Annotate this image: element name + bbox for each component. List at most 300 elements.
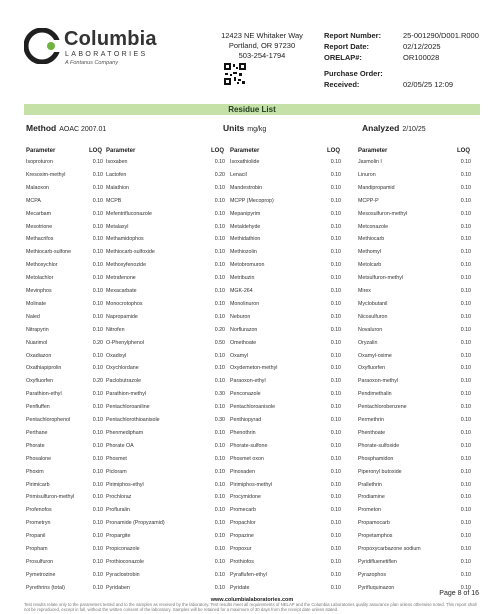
parameter-cell: Prothiofos (230, 558, 254, 565)
parameter-cell: Phenmedipham (106, 429, 144, 436)
parameter-cell: Pronamide (Propyzamid) (106, 520, 165, 527)
parameter-cell: Isoxaben (106, 159, 128, 165)
loq-cell: 0.10 (214, 455, 225, 462)
parameter-cell: Phosphamidon (358, 455, 394, 462)
loq-cell: 0.10 (92, 300, 103, 307)
loq-cell: 0.10 (460, 429, 471, 436)
parameter-cell: Metsulfuron-methyl (358, 275, 404, 282)
parameter-cell: Paraoxon-methyl (358, 378, 399, 385)
loq-cell: 0.10 (460, 236, 471, 243)
loq-cell: 0.10 (92, 236, 103, 243)
loq-cell: 0.10 (330, 313, 341, 320)
parameter-cell: Pyraclostrobin (106, 571, 140, 578)
loq-cell: 0.10 (330, 275, 341, 282)
parameter-cell: Lactofen (106, 171, 127, 178)
parameter-cell: Propachlor (230, 520, 256, 527)
loq-cell: 0.10 (460, 184, 471, 191)
parameter-cell: O-Phenylphenol (106, 339, 144, 346)
parameter-cell: Omethoate (230, 339, 257, 346)
loq-cell: 0.20 (92, 339, 103, 346)
parameter-cell: Perthane (26, 429, 48, 436)
parameter-cell: Pentachloroaniline (106, 404, 150, 411)
loq-cell: 0.10 (460, 275, 471, 282)
loq-cell: 0.10 (214, 288, 225, 294)
parameter-cell: Isoproturon (26, 159, 53, 165)
loq-cell: 0.10 (214, 365, 225, 372)
parameter-cell: Oxadixyl (106, 352, 127, 359)
units-field (223, 123, 266, 133)
units-value: mg/kg (247, 126, 267, 133)
loq-cell: 0.10 (214, 249, 225, 256)
loq-cell: 0.10 (330, 481, 341, 488)
orelap-value: OR100028 (403, 53, 440, 62)
loq-cell: 0.10 (92, 184, 103, 191)
parameter-cell: Pyrethrins (total) (26, 584, 65, 591)
parameter-cell: Pentachlorothioanisole (106, 417, 160, 423)
parameter-cell: Oxathiapiprolin (26, 365, 62, 372)
loq-cell: 0.10 (460, 571, 471, 578)
parameter-cell: Penconazole (230, 391, 261, 398)
loq-cell: 0.10 (92, 210, 103, 217)
loq-cell: 0.10 (460, 468, 471, 475)
parameter-cell: Oxyfluorfen (358, 365, 386, 372)
loq-cell: 0.10 (460, 197, 471, 204)
parameter-cell: Propazine (230, 533, 254, 540)
parameter-cell: Jasmolin I (358, 159, 382, 165)
parameter-cell: Nitrofen (106, 326, 125, 333)
loq-cell: 0.10 (460, 326, 471, 333)
loq-cell: 0.30 (214, 391, 225, 398)
parameter-cell: Phoxim (26, 468, 44, 475)
loq-cell: 0.10 (330, 300, 341, 307)
loq-cell: 0.10 (460, 520, 471, 527)
parameter-cell: Linuron (358, 171, 376, 178)
parameter-cell: Methidathion (230, 236, 261, 243)
loq-cell: 0.10 (460, 391, 471, 398)
loq-cell: 0.10 (460, 558, 471, 565)
parameter-cell: Metalaxyl (106, 223, 129, 230)
parameter-cell: Paclobutrazole (106, 378, 142, 385)
lab-address (200, 31, 324, 61)
parameter-cell: Methamidophos (106, 236, 144, 243)
parameter-cell: Prothioconazole (106, 558, 144, 565)
parameter-cell: Picloram (106, 468, 127, 475)
report-number-value: 25-001290/D001.R000 (403, 31, 479, 40)
company-tagline: A Fontanus Company (65, 60, 118, 66)
loq-cell: 0.10 (330, 442, 341, 449)
loq-cell: 0.10 (92, 455, 103, 462)
loq-cell: 0.10 (330, 455, 341, 462)
loq-cell: 0.10 (92, 262, 103, 269)
loq-cell: 0.10 (214, 533, 225, 540)
loq-cell: 0.10 (460, 249, 471, 256)
loq-cell: 0.10 (330, 184, 341, 191)
loq-cell: 0.10 (92, 507, 103, 514)
loq-cell: 0.10 (214, 442, 225, 449)
loq-cell: 0.10 (330, 339, 341, 346)
loq-cell: 0.10 (214, 262, 225, 269)
loq-cell: 0.10 (92, 417, 103, 423)
parameter-cell: Mecarbam (26, 210, 52, 217)
parameter-cell: Nicosulfuron (358, 313, 388, 320)
loq-cell: 0.10 (92, 429, 103, 436)
loq-cell: 0.10 (330, 159, 341, 165)
loq-cell: 0.10 (92, 533, 103, 540)
parameter-cell: Oxydemeton-methyl (230, 365, 278, 372)
report-date-value: 02/12/2025 (403, 42, 441, 51)
column-header-parameter: Parameter (358, 148, 388, 154)
loq-cell: 0.10 (460, 352, 471, 359)
loq-cell: 0.10 (330, 546, 341, 552)
loq-cell: 0.10 (460, 262, 471, 269)
parameter-cell: MCPA (26, 197, 41, 204)
loq-cell: 0.10 (330, 171, 341, 178)
column-header-loq: LOQ (211, 148, 224, 154)
loq-cell: 0.10 (460, 533, 471, 540)
parameter-cell: Pyrifluquinazon (358, 584, 395, 591)
loq-cell: 0.10 (460, 481, 471, 488)
loq-cell: 0.10 (330, 520, 341, 527)
parameter-cell: Napropamide (106, 313, 138, 320)
parameter-cell: Parathion-methyl (106, 391, 147, 398)
loq-cell: 0.30 (214, 417, 225, 423)
parameter-cell: Metobromuron (230, 262, 265, 269)
parameter-cell: Phosmet oxon (230, 455, 264, 462)
loq-cell: 0.10 (330, 571, 341, 578)
parameter-cell: Nuarimol (26, 339, 48, 346)
report-date-label: Report Date: (324, 42, 370, 51)
loq-cell: 0.10 (92, 197, 103, 204)
parameter-cell: Methiocarb (358, 236, 385, 243)
loq-cell: 0.10 (214, 429, 225, 436)
purchase-order-label: Purchase Order: (324, 69, 383, 78)
footer-disclaimer: Test results relate only to the parameters tested and to the samples as received by the laboratory. Test results meet all requirements of NELAP and the Columbia Laboratories quality assurance plan unless otherwise noted. This report shall not be reproduced, except in full, without the written consent of the laboratory. Samples will be retained for a maximum of 30 days from the receipt date unless stated. (24, 602, 477, 612)
loq-cell: 0.10 (214, 494, 225, 501)
parameter-cell: Oxamyl-oxime (358, 352, 392, 359)
parameter-cell: Phenothrin (230, 429, 256, 436)
parameter-cell: Methiozolin (230, 249, 257, 256)
parameter-cell: Mandipropamid (358, 184, 395, 191)
parameter-cell: Phosalone (26, 455, 52, 462)
parameter-cell: Methoxyfenozide (106, 262, 147, 269)
parameter-cell: Pirimiphos-ethyl (106, 481, 144, 488)
parameter-cell: Pyrazophos (358, 571, 386, 578)
parameter-cell: Mesotrione (26, 223, 53, 230)
loq-cell: 0.10 (330, 365, 341, 372)
parameter-cell: Methacrifos (26, 236, 54, 243)
column-header-loq: LOQ (327, 148, 340, 154)
loq-cell: 0.10 (330, 326, 341, 333)
parameter-cell: Metconazole (358, 223, 389, 230)
parameter-cell: Metrafenone (106, 275, 136, 282)
loq-cell: 0.10 (92, 223, 103, 230)
parameter-cell: Monolinuron (230, 300, 260, 307)
parameter-cell: Penthiopyrad (230, 417, 262, 423)
loq-cell: 0.10 (460, 365, 471, 372)
residue-list-banner: Residue List (24, 104, 480, 115)
parameter-cell: Oxamyl (230, 352, 248, 359)
loq-cell: 0.10 (92, 584, 103, 591)
loq-cell: 0.10 (92, 404, 103, 411)
loq-cell: 0.10 (460, 455, 471, 462)
loq-cell: 0.10 (214, 159, 225, 165)
company-name: Columbia (64, 28, 157, 50)
parameter-cell: Lenacil (230, 171, 247, 178)
loq-cell: 0.10 (92, 546, 103, 552)
parameter-cell: Metolcarb (358, 262, 382, 269)
parameter-cell: Naled (26, 313, 40, 320)
parameter-cell: Oxyfluorfen (26, 378, 54, 385)
loq-cell: 0.10 (214, 584, 225, 591)
loq-cell: 0.10 (92, 352, 103, 359)
parameter-cell: Novaluron (358, 326, 383, 333)
parameter-cell: Mirex (358, 288, 371, 294)
parameter-cell: Oxadiazon (26, 352, 52, 359)
parameter-cell: Pyridate (230, 584, 250, 591)
parameter-cell: Prallethrin (358, 481, 382, 488)
loq-cell: 0.50 (214, 339, 225, 346)
loq-cell: 0.10 (92, 442, 103, 449)
parameter-cell: Pentachloroanisole (230, 404, 276, 411)
parameter-cell: Mesosulfuron-methyl (358, 210, 408, 217)
loq-cell: 0.10 (92, 558, 103, 565)
parameter-cell: Pentachlorobenzene (358, 404, 407, 411)
parameter-cell: Myclobutanil (358, 300, 388, 307)
address-line-2: Portland, OR 97230 (228, 41, 296, 50)
parameter-cell: Phorate (26, 442, 45, 449)
column-header-parameter: Parameter (26, 148, 56, 154)
parameter-cell: Paraoxon-ethyl (230, 378, 266, 385)
loq-cell: 0.10 (330, 378, 341, 385)
loq-cell: 0.10 (460, 417, 471, 423)
loq-cell: 0.10 (214, 236, 225, 243)
parameter-cell: Methiocarb-sulfoxide (106, 249, 155, 256)
loq-cell: 0.10 (214, 378, 225, 385)
parameter-cell: Permethrin (358, 417, 384, 423)
loq-cell: 0.20 (214, 171, 225, 178)
parameter-cell: Pentachlorophenol (26, 417, 71, 423)
column-header-parameter: Parameter (230, 148, 260, 154)
parameter-cell: Nitrapyrin (26, 326, 49, 333)
parameter-cell: Phenthoate (358, 429, 386, 436)
loq-cell: 0.10 (330, 197, 341, 204)
loq-cell: 0.10 (330, 494, 341, 501)
parameter-cell: Neburon (230, 313, 251, 320)
loq-cell: 0.10 (92, 313, 103, 320)
loq-cell: 0.10 (460, 210, 471, 217)
parameter-cell: Propoxur (230, 546, 252, 552)
method-label: Method (26, 123, 57, 133)
loq-cell: 0.10 (330, 417, 341, 423)
parameter-cell: Metribuzin (230, 275, 255, 282)
loq-cell: 0.10 (214, 468, 225, 475)
parameter-cell: Phorate OA (106, 442, 134, 449)
parameter-cell: Profluralin (106, 507, 130, 514)
loq-cell: 0.10 (460, 300, 471, 307)
parameter-cell: Piperonyl butoxide (358, 468, 402, 475)
parameter-cell: Propiconazole (106, 546, 140, 552)
loq-cell: 0.10 (330, 236, 341, 243)
parameter-cell: Pirimicarb (26, 481, 50, 488)
loq-cell: 0.10 (330, 533, 341, 540)
loq-cell: 0.10 (330, 249, 341, 256)
parameter-cell: Mandestrobin (230, 184, 263, 191)
parameter-cell: Pymetrozine (26, 571, 56, 578)
parameter-cell: MCPB (106, 197, 122, 204)
parameter-cell: Pyridaben (106, 584, 130, 591)
loq-cell: 0.20 (214, 326, 225, 333)
loq-cell: 0.10 (330, 558, 341, 565)
parameter-cell: Oryzalin (358, 339, 378, 346)
page-number: Page 8 of 16 (439, 590, 479, 597)
parameter-cell: Pyridifluenetiflen (358, 558, 397, 565)
loq-cell: 0.10 (330, 262, 341, 269)
parameter-cell: Profenofos (26, 507, 52, 514)
analyzed-label: Analyzed (362, 123, 400, 133)
parameter-cell: Mepanipyrim (230, 210, 261, 217)
loq-cell: 0.10 (92, 365, 103, 372)
parameter-cell: Propetamphos (358, 533, 393, 540)
parameter-cell: MCPP-P (358, 197, 379, 204)
parameter-cell: Propargite (106, 533, 131, 540)
loq-cell: 0.20 (92, 378, 103, 385)
loq-cell: 0.10 (330, 584, 341, 591)
loq-cell: 0.10 (330, 210, 341, 217)
parameter-cell: MGK-264 (230, 288, 253, 294)
loq-cell: 0.10 (330, 288, 341, 294)
loq-cell: 0.10 (214, 300, 225, 307)
footer-url[interactable]: www.columbialaboratories.com (210, 597, 294, 603)
parameter-cell: Mexacarbate (106, 288, 137, 294)
parameter-cell: Methomyl (358, 249, 381, 256)
loq-cell: 0.10 (460, 171, 471, 178)
loq-cell: 0.10 (330, 429, 341, 436)
loq-cell: 0.10 (460, 159, 471, 165)
parameter-cell: Prochloraz (106, 494, 132, 501)
parameter-cell: Metaldehyde (230, 223, 261, 230)
received-label: Received: (324, 80, 360, 89)
loq-cell: 0.10 (214, 558, 225, 565)
parameter-cell: Metolachlor (26, 275, 54, 282)
qr-code-icon (224, 63, 246, 85)
loq-cell: 0.10 (460, 313, 471, 320)
column-header-parameter: Parameter (106, 148, 136, 154)
parameter-cell: Methoxychlor (26, 262, 58, 269)
loq-cell: 0.10 (214, 275, 225, 282)
parameter-cell: Parathion-ethyl (26, 391, 62, 398)
analyzed-field (362, 123, 426, 133)
parameter-cell: Isoxathiolide (230, 159, 260, 165)
parameter-cell: Norflurazon (230, 326, 258, 333)
orelap-label: ORELAP#: (324, 53, 362, 62)
loq-cell: 0.10 (460, 288, 471, 294)
received-value: 02/05/25 12:09 (403, 80, 454, 89)
loq-cell: 0.10 (214, 313, 225, 320)
parameter-cell: Malaoxon (26, 184, 49, 191)
loq-cell: 0.10 (92, 391, 103, 398)
loq-cell: 0.10 (460, 404, 471, 411)
loq-cell: 0.10 (92, 571, 103, 578)
loq-cell: 0.10 (330, 404, 341, 411)
loq-cell: 0.10 (214, 520, 225, 527)
loq-cell: 0.10 (92, 249, 103, 256)
loq-cell: 0.10 (460, 546, 471, 552)
parameter-cell: Pendimethalin (358, 391, 392, 398)
loq-cell: 0.10 (330, 223, 341, 230)
parameter-cell: Methiocarb-sulfone (26, 249, 72, 256)
loq-cell: 0.10 (92, 520, 103, 527)
loq-cell: 0.10 (92, 288, 103, 294)
address-phone: 503-254-1794 (238, 51, 286, 60)
parameter-cell: Monocrotophos (106, 300, 143, 307)
loq-cell: 0.10 (92, 159, 103, 165)
report-number-label: Report Number: (324, 31, 382, 40)
loq-cell: 0.10 (92, 275, 103, 282)
parameter-cell: Kresoxim-methyl (26, 171, 66, 178)
parameter-cell: Pyraflufen-ethyl (230, 571, 267, 578)
parameter-cell: Procymidone (230, 494, 261, 501)
loq-cell: 0.10 (92, 481, 103, 488)
loq-cell: 0.10 (214, 352, 225, 359)
loq-cell: 0.10 (460, 584, 471, 591)
method-field (26, 123, 106, 133)
column-header-loq: LOQ (89, 148, 102, 154)
loq-cell: 0.10 (214, 404, 225, 411)
loq-cell: 0.10 (330, 391, 341, 398)
loq-cell: 0.10 (92, 494, 103, 501)
loq-cell: 0.10 (214, 481, 225, 488)
loq-cell: 0.10 (330, 507, 341, 514)
loq-cell: 0.10 (92, 468, 103, 475)
loq-cell: 0.10 (214, 184, 225, 191)
loq-cell: 0.10 (214, 546, 225, 552)
method-value: AOAC 2007.01 (59, 126, 107, 133)
loq-cell: 0.10 (214, 210, 225, 217)
loq-cell: 0.10 (330, 468, 341, 475)
analyzed-value: 2/10/25 (402, 126, 426, 133)
column-header-loq: LOQ (457, 148, 470, 154)
parameter-cell: Propamocarb (358, 520, 390, 527)
parameter-cell: Oxychlordane (106, 365, 139, 372)
loq-cell: 0.10 (92, 326, 103, 333)
parameter-cell: Mevinphos (26, 288, 52, 294)
parameter-cell: Malathion (106, 184, 129, 191)
loq-cell: 0.10 (460, 507, 471, 514)
parameter-cell: Phorate-sulfoxide (358, 442, 400, 449)
loq-cell: 0.10 (214, 571, 225, 578)
parameter-cell: Pinoxaden (230, 468, 256, 475)
address-line-1: 12423 NE Whitaker Way (221, 31, 303, 40)
loq-cell: 0.10 (214, 223, 225, 230)
loq-cell: 0.10 (460, 442, 471, 449)
parameter-cell: MCPP (Mecoprop) (230, 197, 274, 204)
parameter-cell: Prometon (358, 507, 381, 514)
parameter-cell: Penfluffen (26, 404, 50, 411)
loq-cell: 0.10 (330, 352, 341, 359)
loq-cell: 0.10 (460, 378, 471, 385)
parameter-cell: Primisulfuron-methyl (26, 494, 75, 501)
units-label: Units (223, 123, 245, 133)
company-logo (24, 26, 214, 72)
loq-cell: 0.10 (92, 171, 103, 178)
columbia-logo-icon (24, 28, 60, 64)
parameter-cell: Pirimiphos-methyl (230, 481, 273, 488)
parameter-cell: Prosulfuron (26, 558, 54, 565)
loq-cell: 0.10 (214, 507, 225, 514)
parameter-cell: Mefentrifluconazole (106, 210, 152, 217)
parameter-cell: Phorate-sulfone (230, 442, 268, 449)
loq-cell: 0.10 (460, 223, 471, 230)
